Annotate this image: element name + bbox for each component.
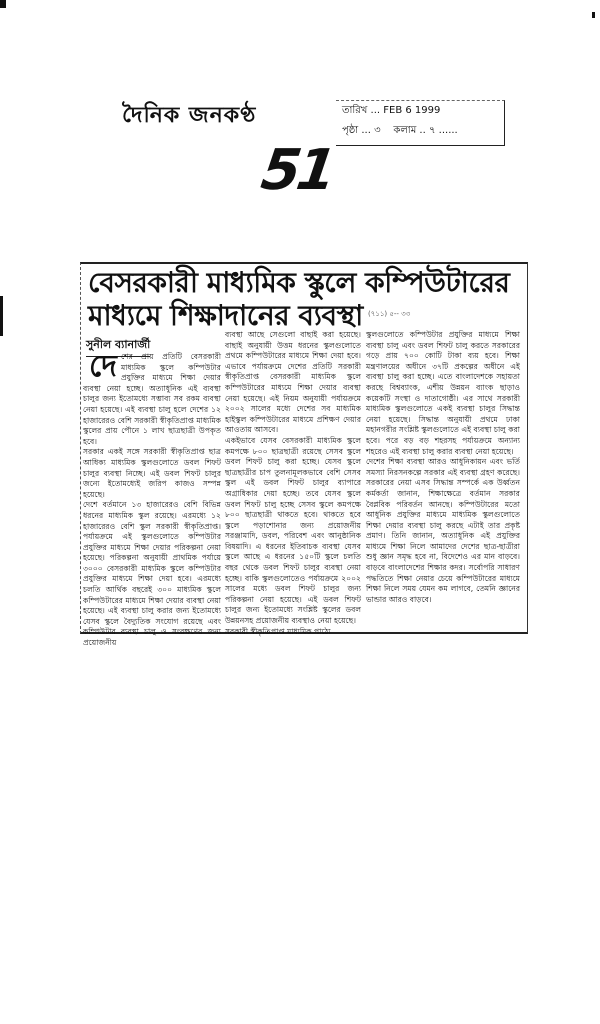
- article-column-2: [225, 330, 361, 637]
- headline-line-2: মাধ্যমে শিক্ষাদানের ব্যবস্থা: [88, 299, 363, 332]
- drop-cap: দে: [89, 349, 117, 384]
- article-column-3: [366, 330, 520, 605]
- scan-artifact: [0, 296, 3, 336]
- dateline: (৭১১) ৫-- ৩৩: [368, 310, 411, 318]
- date-value: FEB 6 1999: [383, 105, 441, 116]
- scan-artifact: [592, 12, 595, 18]
- stamp-date-row: তারিখ ... FEB 6 1999: [342, 105, 441, 116]
- paragraph: একইভাবে যেসব বেসরকারী মাধ্যমিক স্কুলে কমপক্ষে ৮০০ ছাত্রছাত্রী রয়েছে সেসব স্কুলে ডবল শিফট চালু করা হচ্ছে। যেসব স্কুলে ছাত্রছাত্রীর চাপ তুলনামূলকভাবে বেশি সেসব স্কুল এই ডবল শিফট চালুর ব্যাপারে অগ্রাধিকার দেয়া হচ্ছে। তবে যেসব স্কুলে ডবল শিফট চালু হচ্ছে সেসব স্কুলে কমপক্ষে ৮০০ ছাত্রছাত্রী থাকতে হবে। থাকতে হবে স্কুলে পড়াশোনার জন্য প্রয়োজনীয় সরঞ্জামাদি, ডবল, পরিবেশ এবং আনুষ্ঠানিক বিষয়াদি। এ ধরনের ইতিবাচক ব্যবস্থা যেসব স্কুলে আছে এ ধরনের ১৫০টি স্কুলে চলতি বছর থেকে ডবল শিফট চালুর ব্যবস্থা নেয়া হচ্ছে। বাকি স্কুলগুলোতেও পর্যায়ক্রমে ২০০২ সালের মধ্যে ডবল শিফট চালুর জন্য পরিকল্পনা নেয়া হয়েছে। এই ডবল শিফট চালুর জন্য ইতোমধ্যে সংশ্লিষ্ট স্কুলের ডবল উন্নয়নসহ প্রয়োজনীয় ব্যবস্থাও নেয়া হয়েছে।: [225, 435, 361, 626]
- date-label: তারিখ: [342, 105, 368, 116]
- article-column-1: [83, 349, 221, 649]
- paragraph: ব্যবস্থা আছে সেগুলো বাছাই করা হয়েছে। বাছাই অনুযায়ী উত্তম ধরনের স্কুলগুলোতে প্রথমে কম্পিউটারের মাধ্যমে শিক্ষা দেয়া হবে। এভাবে পর্যায়ক্রমে দেশের প্রতিটি সরকারী স্বীকৃতিপ্রাপ্ত বেসরকারী মাধ্যমিক স্কুলে কম্পিউটারের মাধ্যমে শিক্ষা দেয়ার ব্যবস্থা নেয়া হয়েছে। এই নিয়ম অনুযায়ী পর্যায়ক্রমে ২০০২ সালের মধ্যে দেশের সব মাধ্যমিক হাইস্কুল কম্পিউটারের মাধ্যমে প্রশিক্ষণ দেয়ার আওতায় আসবে।: [225, 330, 361, 435]
- headline-line-1: বেসরকারী মাধ্যমিক স্কুলে কম্পিউটারের: [88, 266, 510, 299]
- scan-artifact: [0, 0, 6, 8]
- article-headline: [88, 266, 510, 332]
- page-value: ৩: [374, 125, 381, 136]
- paragraph: শের প্রায় প্রতিটি বেসরকারী মাধ্যমিক স্কুলে কম্পিউটার প্রযুক্তির মাধ্যমে শিক্ষা দেয়ার ব্যবস্থা নেয়া হচ্ছে। অত্যাধুনিক এই ব্যবস্থা চালুর জন্য ইতোমধ্যে সম্ভাব্য সব রকম ব্যবস্থা নেয়া হয়েছে। এই ব্যবস্থা চালু হলে দেশের ১২ হাজারেরও বেশি সরকারী স্বীকৃতিপ্রাপ্ত মাধ্যমিক স্কুলের প্রায় পৌনে ১ লাখ ছাত্রছাত্রী উপকৃত হবে।: [83, 352, 221, 446]
- stamp-page-row: পৃষ্ঠা ... ৩ কলাম .. ৭ ......: [342, 125, 458, 136]
- paragraph: দেশে বর্তমানে ১৩ হাজারেরও বেশি বিভিন্ন ধরনের মাধ্যমিক স্কুল রয়েছে। এরমধ্যে ১২ হাজারেরও বেশি স্কুল সরকারী স্বীকৃতিপ্রাপ্ত। পর্যায়ক্রমে এই স্কুলগুলোতে কম্পিউটার প্রযুক্তির মাধ্যমে শিক্ষা দেয়ার পরিকল্পনা নেয়া হয়েছে। পরিকল্পনা অনুযায়ী প্রাথমিক পর্যায়ে ৩০০০ বেসরকারী মাধ্যমিক স্কুলে কম্পিউটার প্রযুক্তির মাধ্যমে শিক্ষা দেয়া হবে। এরমধ্যে চলতি আর্থিক বছরেই ৩০০ মাধ্যমিক স্কুলে কম্পিউটারের মাধ্যমে শিক্ষা দেয়ার ব্যবস্থা নেয়া হয়েছে। এই ব্যবস্থা চালু করার জন্য ইতোমধ্যে যেসব স্কুলে বৈদ্যুতিক সংযোগ রয়েছে এবং কম্পিউটার ব্যবস্থা চালু ও সংরক্ষণের জন্য প্রয়োজনীয়: [83, 500, 221, 648]
- paragraph: সরকার একই সঙ্গে সরকারী স্বীকৃতিপ্রাপ্ত ছাত্র আধিক্য মাধ্যমিক স্কুলগুলোতে ডবল শিফট চালুর ব্যবস্থা নিচ্ছে। এই ডবল শিফট চালুর জন্যে ইতোমধ্যেই জরিপ কাজও সম্পন্ন হয়েছে।: [83, 447, 221, 499]
- paragraph: সরকারী স্বীকৃতিপ্রাপ্ত মাধ্যমিক পাঠ্যে: [225, 626, 331, 636]
- column-value: ৭: [428, 125, 436, 136]
- column-label: কলাম: [393, 125, 417, 136]
- byline: সুনীল ব্যানার্জী: [86, 336, 150, 357]
- paragraph: দেশের শিক্ষা ব্যবস্থা আরও আধুনিকায়ন এবং ভর্তি সমস্যা নিরসনকল্পে সরকার এই ব্যবস্থা গ্রহণ করেছে। সরকারের নেয়া এসব সিদ্ধান্ত সম্পর্কে এক উর্ধ্বতন কর্মকর্তা জানান, শিক্ষাক্ষেত্রে বর্তমান সরকার বৈপ্লবিক পরিবর্তন আনছে। কম্পিউটারের মতো আধুনিক প্রযুক্তির মাধ্যমে মাধ্যমিক স্কুলগুলোতে শিক্ষা দেয়ার ব্যবস্থা চালু করছে এটাই তার প্রকৃষ্ট প্রমাণ। তিনি জানান, অত্যাধুনিক এই প্রযুক্তির মাধ্যমে শিক্ষা নিলে আমাদের দেশের ছাত্র-ছাত্রীরা শুধু জ্ঞান সমৃদ্ধ হবে না, বিদেশেও এর মান বাড়বে। বাড়বে বাংলাদেশের শিক্ষার কদর। সর্বোপরি সাধারণ পদ্ধতিতে শিক্ষা নেয়ার চেয়ে কম্পিউটারের মাধ্যমে শিক্ষা নিলে সময় যেমন কম লাগবে, তেমনি জ্ঞানের ভান্ডার আরও বাড়বে।: [366, 457, 520, 604]
- handwritten-number: 51: [257, 138, 337, 203]
- page-label: পৃষ্ঠা: [342, 125, 359, 136]
- newspaper-logo: দৈনিক জনকণ্ঠ: [122, 103, 257, 128]
- date-stamp: [336, 100, 505, 146]
- paragraph: স্কুলগুলোতে কম্পিউটার প্রযুক্তির মাধ্যমে শিক্ষা ব্যবস্থা চালু এবং ডবল শিফট চালু করতে সরকারের গড়ে প্রায় ৭০০ কোটি টাকা ব্যয় হবে। শিক্ষা মন্ত্রণালয়ের অধীনে ৩৭টি প্রকল্পের অধীনে এই ব্যবস্থা চালু করা হচ্ছে। এতে বাংলাদেশকে সহায়তা করছে বিশ্বব্যাংক, এশীয় উন্নয়ন ব্যাংক ছাড়াও কয়েকটি সংস্থা ও দাতাগোষ্ঠী। এর সাথে সরকারী মাধ্যমিক স্কুলগুলোতে একই ব্যবস্থা চালুর সিদ্ধান্ত নেয়া হয়েছে। সিদ্ধান্ত অনুযায়ী প্রথমে ঢাকা মহানগরীর সংশ্লিষ্ট স্কুলগুলোতে এই ব্যবস্থা চালু করা হবে। পরে বড় বড় শহরসহ পর্যায়ক্রমে অন্যান্য শহরেও এই ব্যবস্থা চালু করার ব্যবস্থা নেয়া হয়েছে।: [366, 330, 520, 456]
